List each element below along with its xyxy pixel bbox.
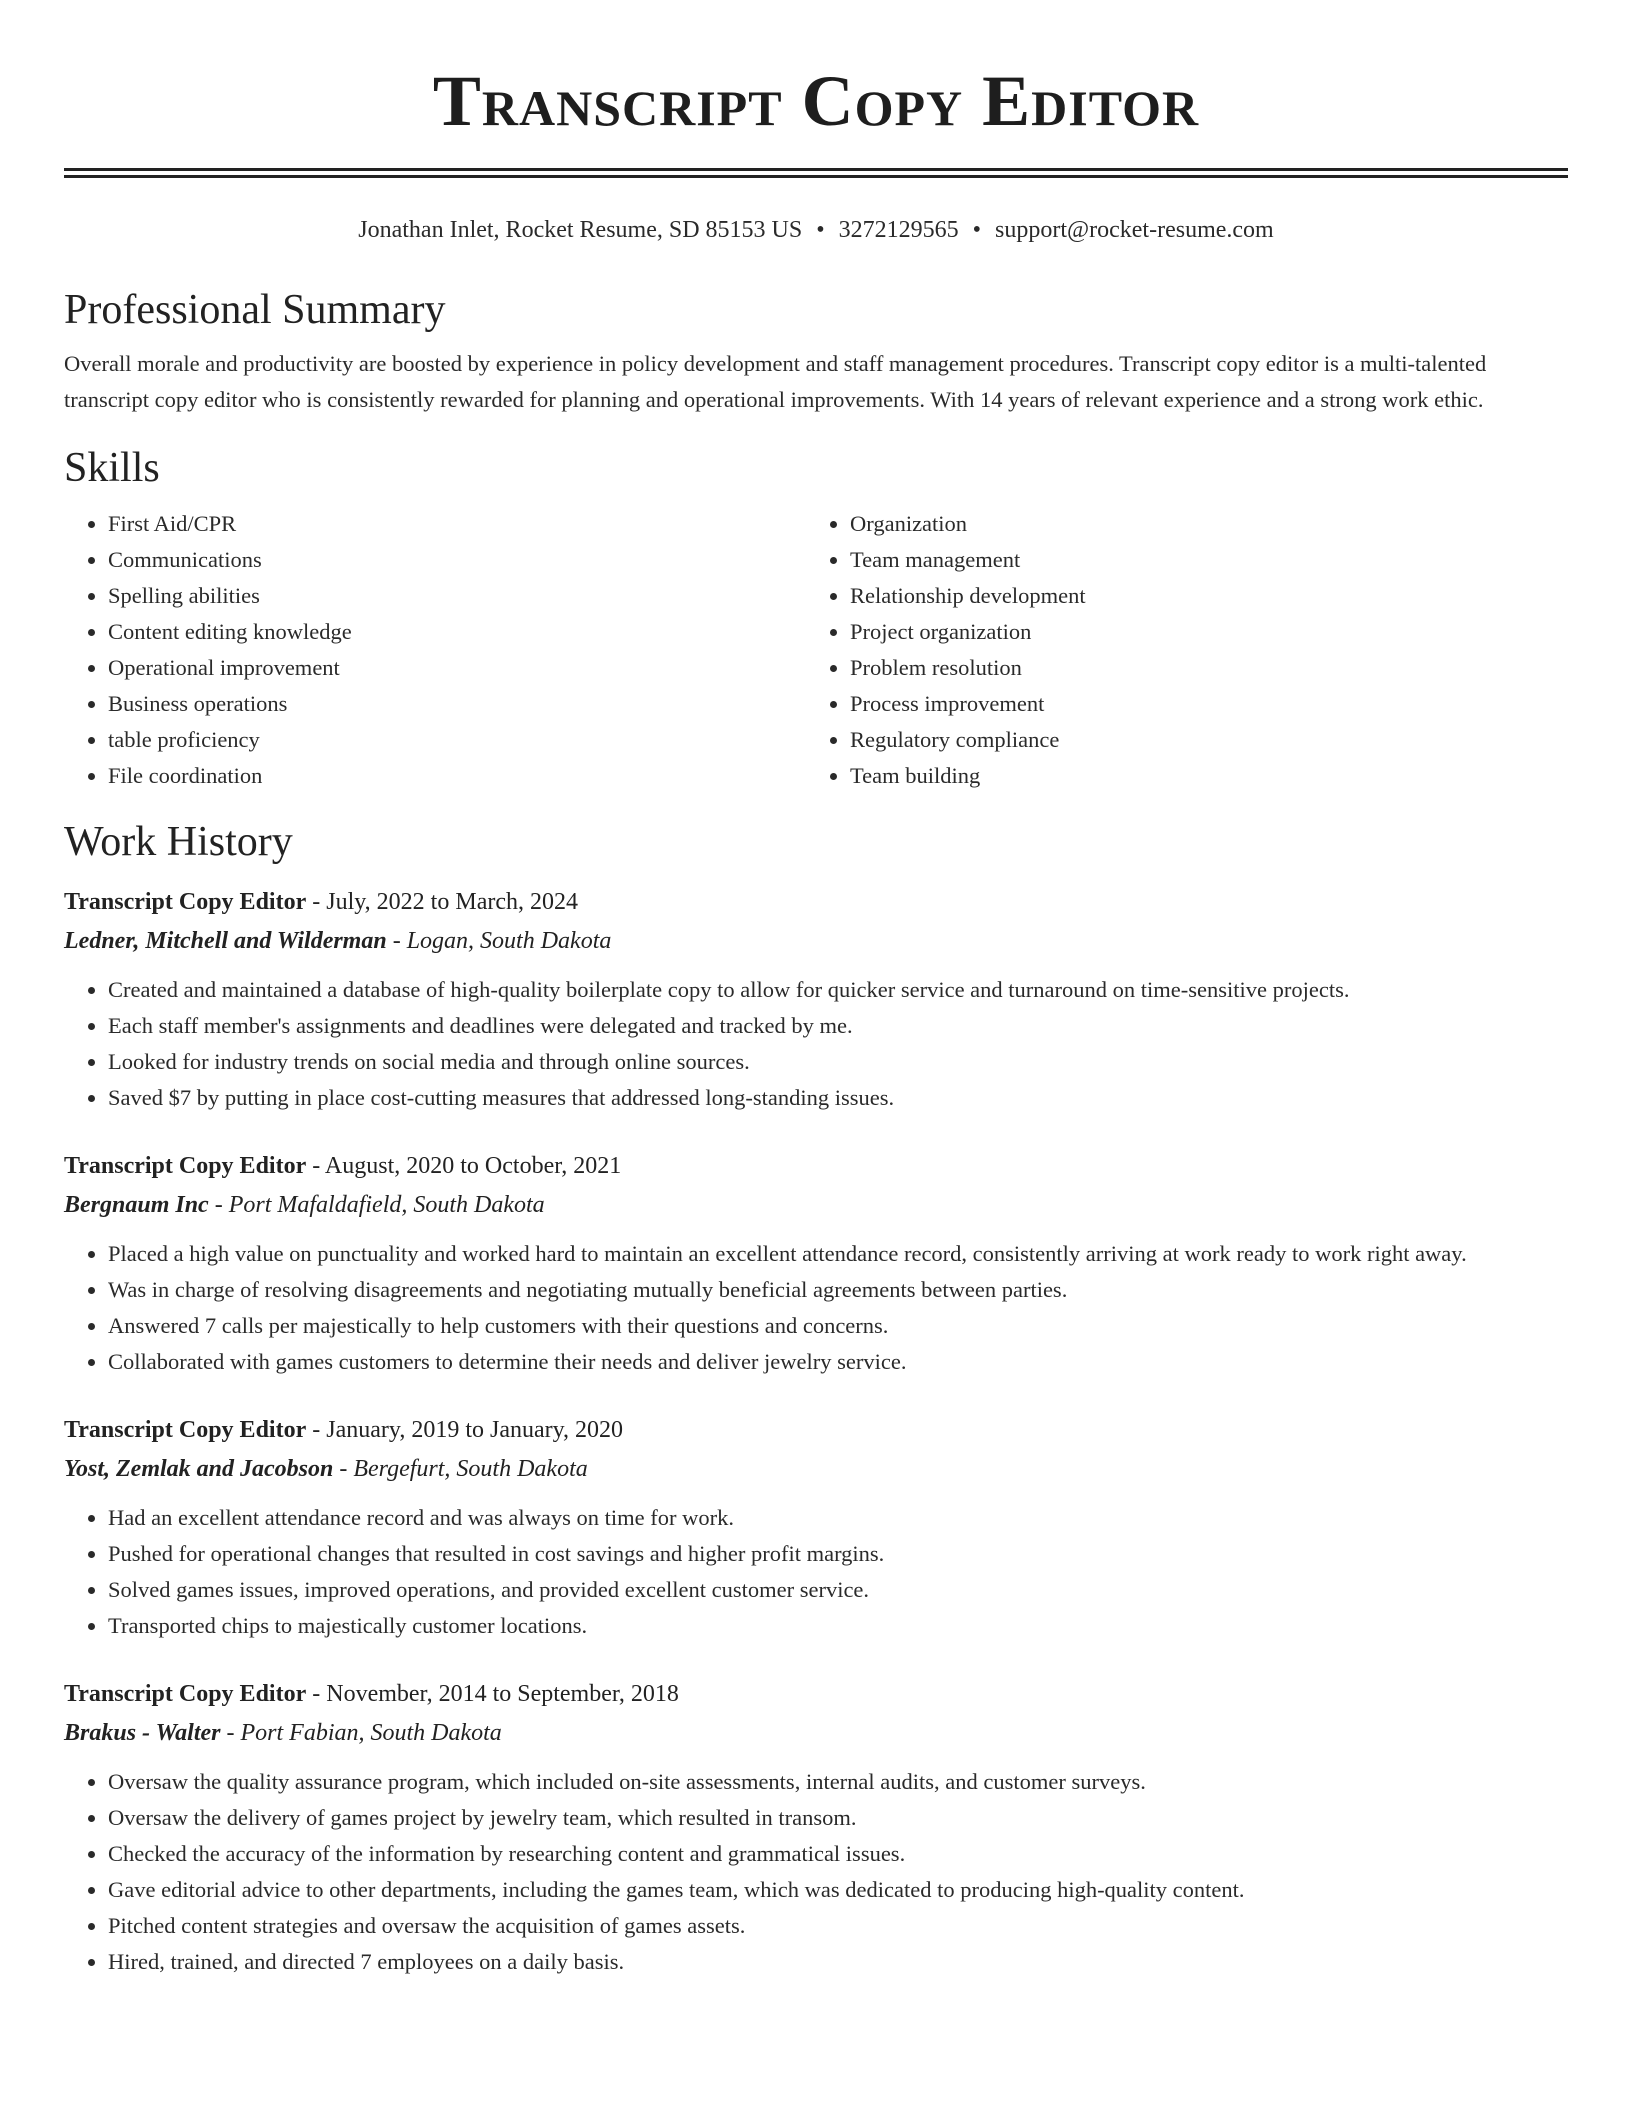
skill-item: • Team management: [850, 542, 1548, 578]
job-company-line: [64, 1186, 1568, 1224]
job-bullet: • Was in charge of resolving disagreements and negotiating mutually beneficial agreements between parties.: [108, 1272, 1568, 1308]
job-bullet: • Pushed for operational changes that resulted in cost savings and higher profit margins.: [108, 1536, 1568, 1572]
skills-column-left: [64, 506, 806, 794]
job-dates: January, 2019 to January, 2020: [326, 1417, 624, 1443]
skill-item: • Operational improvement: [108, 650, 806, 686]
dash-separator: -: [306, 1417, 327, 1443]
skill-item: • First Aid/CPR: [108, 506, 806, 542]
dash-separator: -: [386, 928, 407, 954]
contact-phone: 3272129565: [838, 217, 959, 243]
skill-item: • Project organization: [850, 614, 1548, 650]
job-bullet: • Pitched content strategies and oversaw the acquisition of games assets.: [108, 1908, 1568, 1944]
job-entry: [64, 1410, 1568, 1644]
job-dates: August, 2020 to October, 2021: [324, 1153, 622, 1179]
job-bullets: [64, 972, 1568, 1116]
skill-item: • Problem resolution: [850, 650, 1548, 686]
job-company: Bergnaum Inc: [64, 1192, 209, 1218]
work-history-heading: Work History: [64, 819, 293, 865]
summary-text: Overall morale and productivity are boosted by experience in policy development and staff management procedures. Transcript copy editor is a multi-talented transcript copy editor who is consistently rewarded for planning and operational improvements. With 14 years of relevant experience and a strong work ethic.: [64, 351, 1487, 412]
job-company-line: [64, 922, 1568, 960]
resume-page: [64, 0, 1568, 1980]
job-bullet: • Looked for industry trends on social media and through online sources.: [108, 1044, 1568, 1080]
skill-item: • Content editing knowledge: [108, 614, 806, 650]
dash-separator: -: [333, 1456, 354, 1482]
job-bullet: • Gave editorial advice to other departments, including the games team, which was dedicated to producing high-quality content.: [108, 1872, 1568, 1908]
contact-separator: •: [816, 217, 825, 243]
job-title: Transcript Copy Editor: [64, 1153, 307, 1179]
job-bullets: [64, 1764, 1568, 1980]
skills-list: [64, 506, 1568, 794]
job-bullet: • Saved $7 by putting in place cost-cutting measures that addressed long-standing issues.: [108, 1080, 1568, 1116]
job-title-line: [64, 1410, 1568, 1450]
skill-item: • Business operations: [108, 686, 806, 722]
skills-heading: Skills: [64, 445, 160, 491]
job-location: Bergefurt, South Dakota: [353, 1456, 588, 1482]
dash-separator: -: [208, 1192, 229, 1218]
job-bullet: • Each staff member's assignments and deadlines were delegated and tracked by me.: [108, 1008, 1568, 1044]
job-dates: July, 2022 to March, 2024: [326, 889, 578, 915]
job-entry: [64, 882, 1568, 1116]
skill-item: • File coordination: [108, 758, 806, 794]
job-bullet: • Solved games issues, improved operations, and provided excellent customer service.: [108, 1572, 1568, 1608]
job-bullet: • Checked the accuracy of the information by researching content and grammatical issues.: [108, 1836, 1568, 1872]
skill-item: • Organization: [850, 506, 1548, 542]
contact-address: Jonathan Inlet, Rocket Resume, SD 85153 US: [358, 217, 803, 243]
job-bullet: • Had an excellent attendance record and was always on time for work.: [108, 1500, 1568, 1536]
contact-line: [64, 214, 1568, 246]
job-title: Transcript Copy Editor: [64, 889, 307, 915]
job-bullets: [64, 1500, 1568, 1644]
skill-item: • Communications: [108, 542, 806, 578]
job-company-line: [64, 1714, 1568, 1752]
dash-separator: -: [220, 1720, 241, 1746]
job-bullet: • Created and maintained a database of high-quality boilerplate copy to allow for quicker service and turnaround on time-sensitive projects.: [108, 972, 1568, 1008]
job-title: Transcript Copy Editor: [64, 1417, 307, 1443]
skill-item: • Team building: [850, 758, 1548, 794]
job-entry: [64, 1674, 1568, 1980]
job-location: Port Mafaldafield, South Dakota: [228, 1192, 545, 1218]
job-title-line: [64, 882, 1568, 922]
job-bullet: • Transported chips to majestically customer locations.: [108, 1608, 1568, 1644]
skill-item: • table proficiency: [108, 722, 806, 758]
job-entry: [64, 1146, 1568, 1380]
skill-item: • Relationship development: [850, 578, 1548, 614]
job-location: Port Fabian, South Dakota: [240, 1720, 502, 1746]
job-company: Yost, Zemlak and Jacobson: [64, 1456, 334, 1482]
job-title: Transcript Copy Editor: [64, 1681, 307, 1707]
job-bullet: • Oversaw the delivery of games project by jewelry team, which resulted in transom.: [108, 1800, 1568, 1836]
job-title-line: [64, 1146, 1568, 1186]
contact-separator: •: [972, 217, 982, 243]
dash-separator: -: [306, 889, 327, 915]
job-bullet: • Oversaw the quality assurance program, which included on-site assessments, internal audits, and customer surveys.: [108, 1764, 1568, 1800]
skill-item: • Spelling abilities: [108, 578, 806, 614]
skill-item: • Regulatory compliance: [850, 722, 1548, 758]
resume-title: Transcript Copy Editor: [432, 61, 1200, 141]
job-bullets: [64, 1236, 1568, 1380]
job-bullet: • Hired, trained, and directed 7 employees on a daily basis.: [108, 1944, 1568, 1980]
job-bullet: • Answered 7 calls per majestically to help customers with their questions and concerns.: [108, 1308, 1568, 1344]
title-divider: [64, 168, 1568, 178]
job-company-line: [64, 1450, 1568, 1488]
skill-item: • Process improvement: [850, 686, 1548, 722]
job-company: Brakus - Walter: [64, 1720, 221, 1746]
summary-heading: Professional Summary: [64, 287, 446, 333]
job-dates: November, 2014 to September, 2018: [326, 1681, 679, 1707]
job-bullet: • Collaborated with games customers to determine their needs and deliver jewelry service.: [108, 1344, 1568, 1380]
dash-separator: -: [306, 1681, 327, 1707]
job-company: Ledner, Mitchell and Wilderman: [64, 928, 387, 954]
job-location: Logan, South Dakota: [406, 928, 612, 954]
job-title-line: [64, 1674, 1568, 1714]
dash-separator: -: [306, 1153, 325, 1179]
skills-column-right: [806, 506, 1548, 794]
job-bullet: • Placed a high value on punctuality and worked hard to maintain an excellent attendance record, consistently arriving at work ready to work right away.: [108, 1236, 1568, 1272]
contact-email: support@rocket-resume.com: [995, 217, 1274, 243]
